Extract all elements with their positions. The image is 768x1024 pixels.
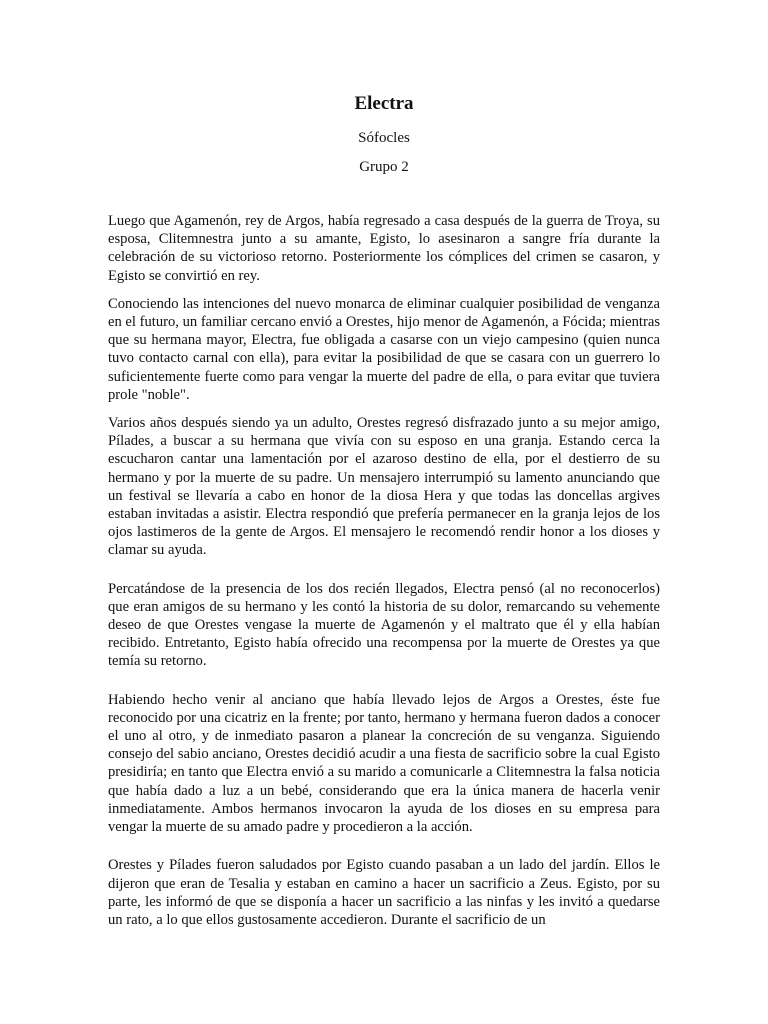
paragraph-3: Varios años después siendo ya un adulto, Orestes regresó disfrazado junto a su mejor amigo, Pílades, a buscar a su hermana que vivía con su esposo en una granja. Estando cerca la escucharon cantar una lamentación por el azaroso destino de ella, por el destierro de su hermano y por la muerte de su padre. Un mensajero interrumpió su lamento anunciando que un festival se llevaría a cabo en honor de la diosa Hera y que todas las doncellas argives estaban invitadas a asistir. Electra respondió que prefería permanecer en la granja lejos de los ojos lastimeros de la gente de Argos. El mensajero le recomendó rendir honor a los dioses y clamar su ayuda. [108,415,660,559]
paragraph-6: Orestes y Pílades fueron saludados por Egisto cuando pasaban a un lado del jardín. Ellos le dijeron que eran de Tesalia y estaban en camino a hacer un sacrificio a Zeus. Egisto, por su parte, les informó de que se disponía a hacer un sacrificio a las ninfas y les invitó a quedarse un rato, a lo que ellos gustosamente accedieron. Durante el sacrificio de un [108,857,660,928]
paragraph-4: Percatándose de la presencia de los dos recién llegados, Electra pensó (al no reconocerlos) que eran amigos de su hermano y les contó la historia de su dolor, remarcando su vehemente deseo de que Orestes vengase la muerte de Agamenón y el maltrato que él y ella habían recibido. Entretanto, Egisto había ofrecido una recompensa por la muerte de Orestes ya que temía su retorno. [108,580,660,670]
document-author: Sófocles [358,130,410,146]
document-group: Grupo 2 [359,159,409,175]
paragraph-1: Luego que Agamenón, rey de Argos, había regresado a casa después de la guerra de Troya, su esposa, Clitemnestra junto a su amante, Egisto, lo asesinaron a sangre fría durante la celebración de su victorioso retorno. Posteriormente los cómplices del crimen se casaron, y Egisto se convirtió en rey. [108,213,660,284]
paragraph-2: Conociendo las intenciones del nuevo monarca de eliminar cualquier posibilidad de venganza en el futuro, un familiar cercano envió a Orestes, hijo menor de Agamenón, a Fócida; mientras que su hermana mayor, Electra, fue obligada a casarse con un viejo campesino (quien nunca tuvo contacto carnal con ella), para evitar la posibilidad de que se casara con un guerrero lo suficientemente fuerte como para vengar la muerte del padre de ella, o para evitar que tuviera prole "noble". [108,295,660,403]
paragraph-5: Habiendo hecho venir al anciano que había llevado lejos de Argos a Orestes, éste fue reconocido por una cicatriz en la frente; por tanto, hermano y hermana fueron dados a conocer el uno al otro, y de inmediato pasaron a planear la concreción de su venganza. Siguiendo consejo del sabio anciano, Orestes decidió acudir a una fiesta de sacrificio sobre la cual Egisto presidiría; en tanto que Electra envió a su marido a comunicarle a Clitemnestra la falsa noticia que había dado a luz a un bebé, considerando que era la única manera de hacerla venir inmediatamente. Ambos hermanos invocaron la ayuda de los dioses en su empresa para vengar la muerte de su amado padre y procedieron a la acción. [108,691,660,836]
document-body [108,212,660,929]
document-title: Electra [354,93,414,114]
